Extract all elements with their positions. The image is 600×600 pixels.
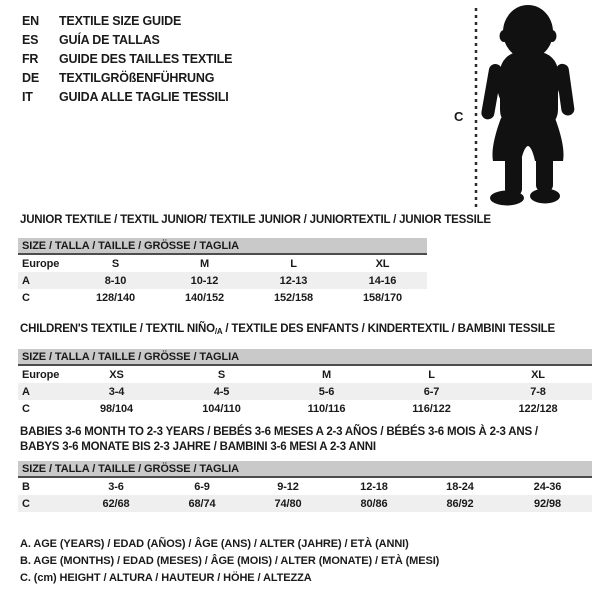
childrens-title-pre: CHILDREN'S TEXTILE / TEXTIL NIÑO xyxy=(20,323,215,335)
table-row xyxy=(18,365,592,383)
value-cell: 3-4 xyxy=(64,383,169,400)
childrens-size-table xyxy=(18,349,592,417)
value-cell: 18-24 xyxy=(446,480,474,493)
row-label-cell: A xyxy=(18,383,64,400)
value-cell: 4-5 xyxy=(169,383,274,400)
value-cell: 3-6 xyxy=(108,480,124,493)
size-header-cell: SIZE / TALLA / TAILLE / GRÖSSE / TAGLIA xyxy=(18,349,592,365)
value-cell: 158/170 xyxy=(362,291,403,304)
junior-size-table xyxy=(18,238,491,306)
footnotes xyxy=(20,536,439,587)
lang-row-es xyxy=(22,31,232,50)
value-cell: 152/158 xyxy=(273,291,314,304)
row-label-cell: C xyxy=(18,495,73,512)
row-label-cell: Europe xyxy=(22,368,60,381)
lang-code: DE xyxy=(22,71,39,85)
value-cell: 5-6 xyxy=(274,383,379,400)
babies-title-line2: BABYS 3-6 MONATE BIS 2-3 JAHRE / BAMBINI 3-6 MESI A 2-3 ANNI xyxy=(20,441,376,453)
babies-title-line1: BABIES 3-6 MONTH TO 2-3 YEARS / BEBÉS 3-6 MESES A 2-3 AÑOS / BÉBÉS 3-6 MOIS À 2-3 ANS / xyxy=(20,426,538,438)
value-cell: 80/86 xyxy=(331,495,417,512)
row-label-cell: B xyxy=(22,480,30,493)
table-row xyxy=(18,495,592,512)
value-cell: 9-12 xyxy=(277,480,299,493)
lang-code: ES xyxy=(22,33,39,47)
row-label-cell: C xyxy=(22,402,30,415)
value-cell: 122/128 xyxy=(518,402,558,415)
value-cell: 10-12 xyxy=(160,272,249,289)
size-table xyxy=(18,349,592,417)
table-row xyxy=(18,383,592,400)
value-cell: M xyxy=(321,368,332,381)
value-cell: S xyxy=(217,368,226,381)
size-header-row xyxy=(18,349,592,365)
lang-code: EN xyxy=(22,14,39,28)
babies-textile-section xyxy=(18,425,594,512)
baby-silhouette-shape xyxy=(480,5,575,206)
size-header-cell: SIZE / TALLA / TAILLE / GRÖSSE / TAGLIA xyxy=(18,461,592,477)
value-cell: 104/110 xyxy=(202,402,241,415)
language-header xyxy=(22,12,232,107)
value-cell: 62/68 xyxy=(73,495,159,512)
babies-table-title xyxy=(20,425,594,455)
row-label-cell: Europe xyxy=(22,257,60,270)
value-cell: XS xyxy=(109,368,124,381)
table-row xyxy=(18,272,427,289)
lang-label: GUIDE DES TAILLES TEXTILE xyxy=(59,52,233,66)
value-cell: 128/140 xyxy=(95,291,136,304)
value-cell: 12-13 xyxy=(249,272,338,289)
baby-silhouette-icon xyxy=(450,0,600,215)
lang-code: FR xyxy=(22,52,39,66)
childrens-table-title xyxy=(20,322,592,339)
value-cell: 74/80 xyxy=(245,495,331,512)
value-cell: 110/116 xyxy=(307,402,346,415)
size-header-row xyxy=(18,238,427,254)
lang-row-it xyxy=(22,88,232,107)
value-cell: 24-36 xyxy=(533,480,562,493)
size-table xyxy=(18,238,427,306)
value-cell: 140/152 xyxy=(184,291,225,304)
table-row xyxy=(18,477,592,495)
value-cell: 86/92 xyxy=(417,495,503,512)
value-cell: 116/122 xyxy=(412,402,451,415)
table-row xyxy=(18,289,427,306)
lang-label: TEXTILE SIZE GUIDE xyxy=(59,14,182,28)
value-cell: 6-9 xyxy=(194,480,210,493)
value-cell: L xyxy=(428,368,435,381)
size-table xyxy=(18,461,592,512)
size-header-cell: SIZE / TALLA / TAILLE / GRÖSSE / TAGLIA xyxy=(18,238,427,254)
size-header-row xyxy=(18,461,592,477)
value-cell: 98/104 xyxy=(99,402,134,415)
value-cell: 68/74 xyxy=(159,495,245,512)
value-cell: 7-8 xyxy=(484,383,592,400)
table-row xyxy=(18,400,592,417)
figure-measure-label: C xyxy=(454,109,464,124)
row-label-cell: A xyxy=(18,272,71,289)
childrens-title-post: / TEXTILE DES ENFANTS / KINDERTEXTIL / BAMBINI TESSILE xyxy=(222,323,555,335)
childrens-textile-section xyxy=(18,322,592,417)
lang-row-en xyxy=(22,12,232,31)
value-cell: S xyxy=(111,257,120,270)
lang-label: TEXTILGRÖßENFÜHRUNG xyxy=(59,71,215,85)
footnote-c: C. (cm) HEIGHT / ALTURA / HAUTEUR / HÖHE / ALTEZZA xyxy=(20,572,312,584)
value-cell: 8-10 xyxy=(71,272,160,289)
baby-figure xyxy=(450,0,600,215)
lang-row-de xyxy=(22,69,232,88)
footnote-b: B. AGE (MONTHS) / EDAD (MESES) / ÂGE (MOIS) / ALTER (MONATE) / ETÀ (MESI) xyxy=(20,555,440,567)
value-cell: 14-16 xyxy=(338,272,427,289)
footnote-a: A. AGE (YEARS) / EDAD (AÑOS) / ÂGE (ANS) / ALTER (JAHRE) / ETÀ (ANNI) xyxy=(20,538,409,550)
value-cell: L xyxy=(290,257,297,270)
lang-code: IT xyxy=(22,90,33,104)
childrens-title-sub: /A xyxy=(214,327,223,336)
junior-table-title: JUNIOR TEXTILE / TEXTIL JUNIOR/ TEXTILE JUNIOR / JUNIORTEXTIL / JUNIOR TESSILE xyxy=(20,214,491,226)
lang-row-fr xyxy=(22,50,232,69)
value-cell: XL xyxy=(375,257,390,270)
babies-size-table xyxy=(18,461,594,512)
value-cell: XL xyxy=(531,368,545,381)
lang-label: GUIDA ALLE TAGLIE TESSILI xyxy=(59,90,229,104)
row-label-cell: C xyxy=(22,291,30,304)
lang-label: GUÍA DE TALLAS xyxy=(59,33,160,47)
value-cell: 6-7 xyxy=(379,383,484,400)
value-cell: 12-18 xyxy=(360,480,388,493)
table-row xyxy=(18,254,427,272)
value-cell: M xyxy=(199,257,210,270)
value-cell: 92/98 xyxy=(503,495,592,512)
junior-textile-section xyxy=(18,213,491,306)
